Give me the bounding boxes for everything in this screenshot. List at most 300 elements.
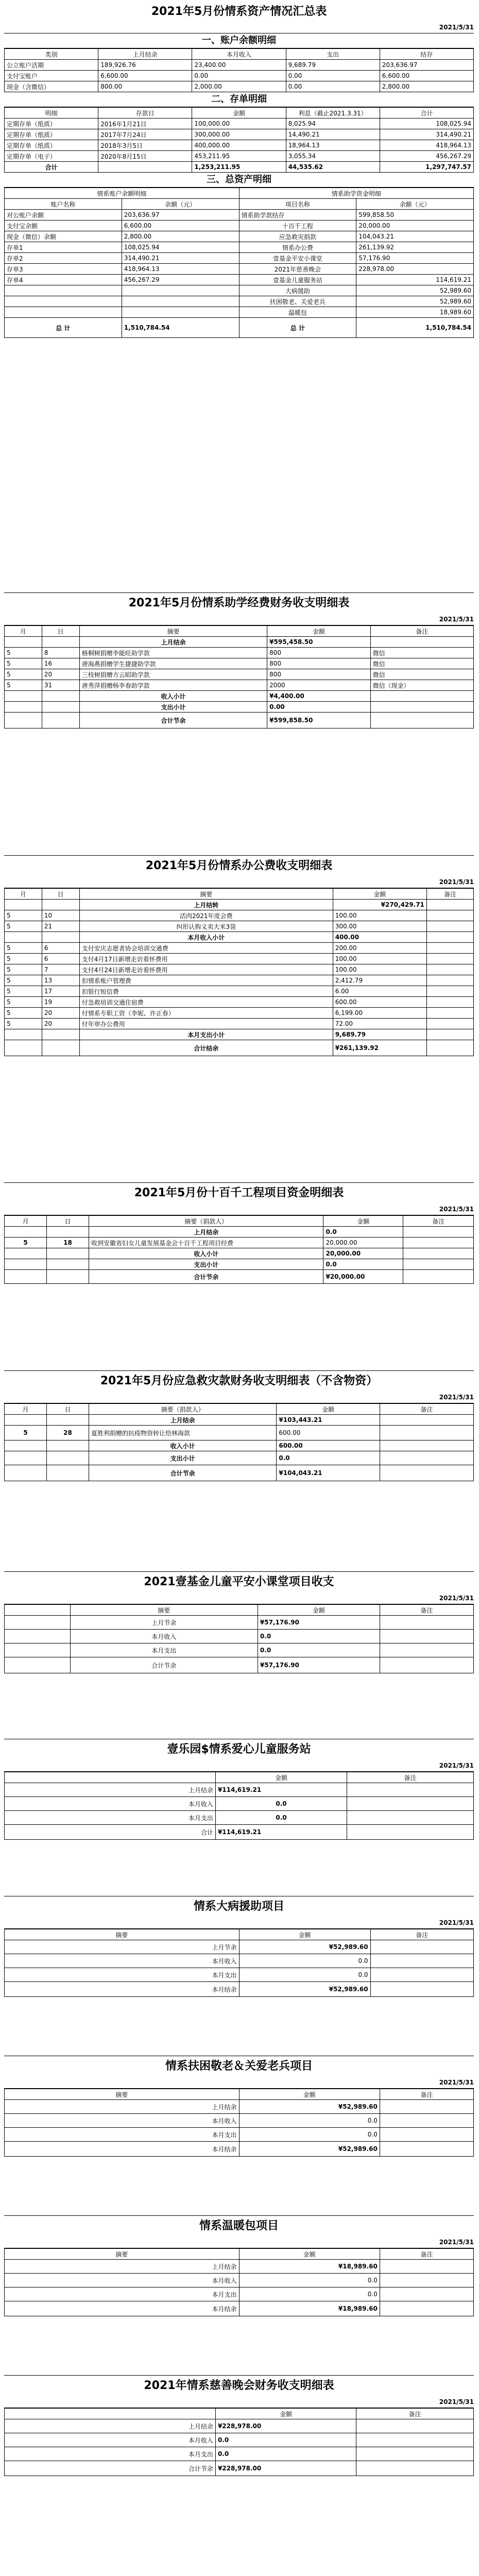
table-cell: 上月节余 — [5, 1940, 239, 1954]
table-row — [5, 231, 474, 242]
header-cell: 利息（截止2021.3.31） — [286, 108, 380, 118]
table-cell: 纠形认购义卖大米3袋 — [79, 921, 333, 932]
prev-balance-value: ¥270,429.71 — [333, 900, 426, 910]
table-cell: 300,000.00 — [192, 129, 286, 140]
header-cell: 摘要 — [70, 1605, 258, 1616]
table-cell: 6,600.00 — [380, 71, 473, 81]
table-cell: 情系办公费 — [239, 242, 356, 253]
table-cell: 314,490.21 — [380, 129, 473, 140]
table-total-row — [5, 1040, 474, 1056]
table-cell: 52,989.60 — [356, 296, 474, 307]
table-cell: 扣情系账户管理费 — [79, 975, 333, 986]
table-cell: 壹基金平安小课堂 — [239, 253, 356, 264]
table-cell: 6,600.00 — [98, 71, 192, 81]
table-cell: 0.0 — [239, 2114, 380, 2128]
table-cell — [426, 997, 473, 1008]
header-cell: 金额 — [323, 1216, 403, 1227]
table-cell: 100.00 — [333, 964, 426, 975]
table-cell: 7 — [42, 964, 79, 975]
total-label: 本月结余 — [5, 2142, 239, 2157]
table-row — [5, 242, 474, 253]
table-cell — [426, 975, 473, 986]
table-total-row — [5, 1657, 474, 1673]
table-cell: 本月支出 — [5, 1811, 216, 1825]
table-row — [5, 1451, 474, 1465]
header-cell: 明细 — [5, 108, 98, 118]
table-cell: 0.0 — [239, 2287, 380, 2301]
header-cell: 月 — [5, 889, 42, 900]
table-cell: 5 — [5, 658, 42, 669]
table-cell: 上月结余 — [5, 2419, 216, 2433]
table-row — [5, 118, 474, 129]
table-cell: 5 — [5, 986, 42, 997]
table-cell: 支付4月24日新增走访看怀费用 — [79, 964, 333, 975]
table-cell: 十百千工程 — [239, 221, 356, 231]
header-cell: 备注 — [356, 2409, 474, 2419]
total-value: ¥114,619.21 — [215, 1825, 347, 1840]
table-cell: 0.0 — [258, 1643, 380, 1657]
table-cell: 600.00 — [277, 1426, 380, 1440]
table-cell: 存单3 — [5, 264, 122, 275]
table-row — [5, 1248, 474, 1259]
header-cell: 月 — [5, 1216, 47, 1227]
table-row — [5, 2114, 474, 2128]
warm-pack-report — [4, 2215, 474, 2316]
deposit-table — [4, 107, 474, 173]
table-cell: 2020年8月15日 — [98, 151, 192, 162]
header-cell: 金额 — [215, 2409, 356, 2419]
table-cell: 本月收入 — [70, 1630, 258, 1643]
office-date: 2021/5/31 — [4, 876, 474, 888]
header-cell: 余额（元） — [122, 199, 239, 210]
table-cell: 10 — [42, 910, 79, 921]
table-cell: 189,926.76 — [98, 60, 192, 71]
table-cell: ¥57,176.90 — [258, 1616, 380, 1630]
total-value: ¥104,043.21 — [277, 1465, 380, 1481]
veterans-table — [4, 2089, 474, 2157]
ten-hundred-date: 2021/5/31 — [4, 1204, 474, 1215]
table-cell: 上月结余 — [5, 1783, 216, 1797]
table-cell: 800.00 — [98, 81, 192, 92]
table-row — [5, 129, 474, 140]
header-cell: 账户名称 — [5, 199, 122, 210]
table-cell: 5 — [5, 975, 42, 986]
table-row — [5, 81, 474, 92]
table-row — [5, 1616, 474, 1630]
summary-title: 2021年5月份情系资产情况汇总表 — [151, 5, 327, 18]
header-cell: 支出 — [286, 49, 380, 60]
table-cell: ¥52,989.60 — [239, 2100, 380, 2114]
header-cell: 结存 — [380, 49, 473, 60]
header-cell: 月 — [5, 626, 42, 637]
emergency-date: 2021/5/31 — [4, 1392, 474, 1403]
total-label: 合计结余 — [79, 1040, 333, 1056]
table-cell: 203,636.97 — [122, 210, 239, 221]
table-row — [5, 954, 474, 964]
veterans-date: 2021/5/31 — [4, 2077, 474, 2089]
income-subtotal-value: ¥4,400.00 — [267, 691, 370, 702]
table-header-row — [5, 1772, 474, 1783]
table-cell — [122, 285, 239, 296]
veterans-report — [4, 2056, 474, 2157]
ten-hundred-table — [4, 1215, 474, 1284]
table-row — [5, 71, 474, 81]
table-cell: 2,800.00 — [122, 231, 239, 242]
table-header-row — [5, 1404, 474, 1415]
account-balance-table — [4, 48, 474, 92]
table-row — [5, 264, 474, 275]
table-cell: 20 — [42, 1019, 79, 1029]
table-header-row — [5, 1605, 474, 1616]
table-cell: 18 — [46, 1238, 89, 1248]
table-row — [5, 637, 474, 648]
table-cell: 100.00 — [333, 910, 426, 921]
expense-subtotal-label: 支出小计 — [89, 1451, 276, 1465]
table-cell: 本月收入 — [5, 2274, 239, 2287]
table-row — [5, 2100, 474, 2114]
header-cell: 摘要 — [5, 2249, 239, 2260]
table-cell: 2,800.00 — [380, 81, 473, 92]
table-header-row — [5, 108, 474, 118]
table-total-row — [5, 2461, 474, 2476]
table-row — [5, 275, 474, 285]
header-cell — [5, 1605, 71, 1616]
table-cell: 5 — [5, 1426, 47, 1440]
station-date: 2021/5/31 — [4, 1760, 474, 1772]
table-cell: 2021年慈善晚会 — [239, 264, 356, 275]
table-cell: 现金（微信）余额 — [5, 231, 122, 242]
table-cell: 114,619.21 — [356, 275, 474, 285]
income-subtotal-label: 收入小计 — [79, 691, 267, 702]
table-row — [5, 285, 474, 296]
table-cell: 0.0 — [239, 1968, 370, 1982]
table-cell: 72.00 — [333, 1019, 426, 1029]
header-cell: 情系账户余额明细 — [5, 188, 239, 199]
table-cell: 418,964.13 — [380, 140, 473, 151]
table-row — [5, 1259, 474, 1270]
gala-report — [4, 2375, 474, 2476]
warm-pack-title: 情系温暖包项目 — [199, 2219, 279, 2232]
header-cell: 摘要（捐款人） — [89, 1404, 276, 1415]
table-cell: ¥52,989.60 — [239, 1940, 370, 1954]
header-cell: 摘要 — [5, 1929, 239, 1940]
header-cell: 备注 — [380, 1404, 473, 1415]
table-cell: 存单1 — [5, 242, 122, 253]
table-cell: 23,400.00 — [192, 60, 286, 71]
table-row — [5, 1954, 474, 1968]
illness-date: 2021/5/31 — [4, 1917, 474, 1929]
table-cell: 0.0 — [215, 1811, 347, 1825]
table-cell: 3,055.34 — [286, 151, 380, 162]
table-cell: 44,535.62 — [286, 162, 380, 173]
scholarship-table — [4, 625, 474, 728]
table-cell: 2018年3月5日 — [98, 140, 192, 151]
table-cell: 31 — [42, 680, 79, 691]
table-cell: 大病援助 — [239, 285, 356, 296]
table-cell — [426, 1019, 473, 1029]
table-cell — [426, 1008, 473, 1019]
station-report — [4, 1739, 474, 1840]
table-cell: 2,412.79 — [333, 975, 426, 986]
table-cell: 16 — [42, 658, 79, 669]
table-cell: 对公账户余额 — [5, 210, 122, 221]
table-cell: 599,858.50 — [356, 210, 474, 221]
table-cell: 本月支出 — [5, 2128, 239, 2142]
table-cell: 8 — [42, 648, 79, 658]
total-label: 总 计 — [239, 318, 356, 338]
table-row — [5, 1968, 474, 1982]
table-cell: 5 — [5, 964, 42, 975]
table-cell: 2016年1月21日 — [98, 118, 192, 129]
table-row — [5, 151, 474, 162]
table-row — [5, 921, 474, 932]
table-cell: 定期存单（纸质） — [5, 129, 98, 140]
header-cell: 金额 — [239, 2089, 380, 2100]
header-cell: 备注 — [370, 626, 473, 637]
table-cell: 57,176.90 — [356, 253, 474, 264]
header-cell: 金额 — [333, 889, 426, 900]
prev-balance-label: 上月结转 — [79, 900, 333, 910]
total-label: 总 计 — [5, 318, 122, 338]
scholarship-date: 2021/5/31 — [4, 614, 474, 625]
total-label: 合计节余 — [70, 1657, 258, 1673]
header-cell — [5, 2409, 216, 2419]
table-cell: 现金（含微信） — [5, 81, 98, 92]
table-cell: 本月支出 — [5, 1968, 239, 1982]
table-row — [5, 1415, 474, 1426]
safe-class-table — [4, 1604, 474, 1673]
table-cell: 本月收入 — [5, 2433, 216, 2447]
table-cell: 28 — [46, 1426, 89, 1440]
illness-title: 情系大病援助项目 — [193, 1900, 284, 1913]
table-total-row — [5, 162, 474, 173]
income-subtotal-label: 本月收入小计 — [79, 932, 333, 943]
expense-subtotal-label: 本月支出小计 — [79, 1029, 333, 1040]
warm-pack-date: 2021/5/31 — [4, 2236, 474, 2248]
header-cell: 摘要（捐款人） — [89, 1216, 323, 1227]
table-cell: 261,139.92 — [356, 242, 474, 253]
prev-balance-value: 0.0 — [323, 1227, 403, 1238]
table-cell: 400,000.00 — [192, 140, 286, 151]
table-header-row — [5, 2409, 474, 2419]
header-cell: 情系助学资金明细 — [239, 188, 474, 199]
table-total-row — [5, 318, 474, 338]
table-cell — [426, 943, 473, 954]
table-cell: 支付4月17日新增走访看怀费用 — [79, 954, 333, 964]
table-cell: 存单2 — [5, 253, 122, 264]
total-label: 合计 — [5, 162, 98, 173]
station-title: 壹乐园$情系爱心儿童服务站 — [167, 1743, 311, 1756]
table-cell: 6,199.00 — [333, 1008, 426, 1019]
table-header-row — [5, 1216, 474, 1227]
total-value: ¥18,989.60 — [239, 2301, 380, 2316]
table-cell: 支付宝余额 — [5, 221, 122, 231]
table-cell: ¥18,989.60 — [239, 2260, 380, 2274]
ten-hundred-report — [4, 1182, 474, 1284]
expense-subtotal-label: 支出小计 — [89, 1259, 323, 1270]
header-cell: 金额 — [267, 626, 370, 637]
table-cell: 108,025.94 — [122, 242, 239, 253]
expense-subtotal-value: 0.0 — [277, 1451, 380, 1465]
table-cell: 314,490.21 — [122, 253, 239, 264]
total-value: ¥57,176.90 — [258, 1657, 380, 1673]
table-cell: 微信 — [370, 669, 473, 680]
table-row — [5, 2287, 474, 2301]
prev-balance-label: 上月结余 — [79, 637, 267, 648]
table-cell: 情系助学款结存 — [239, 210, 356, 221]
header-cell: 日 — [46, 1404, 89, 1415]
table-cell: 5 — [5, 943, 42, 954]
table-header-row — [5, 626, 474, 637]
table-cell: 9,689.79 — [286, 60, 380, 71]
table-cell: 6,600.00 — [122, 221, 239, 231]
table-cell: 21 — [42, 921, 79, 932]
table-cell — [5, 296, 122, 307]
total-label: 本月结余 — [5, 2301, 239, 2316]
table-cell: 200.00 — [333, 943, 426, 954]
gala-title: 2021年情系慈善晚会财务收支明细表 — [144, 2379, 334, 2392]
table-cell: 付年审办公费用 — [79, 1019, 333, 1029]
table-cell — [426, 964, 473, 975]
table-cell: 壹基金儿童服务站 — [239, 275, 356, 285]
emergency-table — [4, 1403, 474, 1481]
table-cell: 本月收入 — [5, 2114, 239, 2128]
table-cell — [122, 307, 239, 318]
table-cell: 453,211.95 — [192, 151, 286, 162]
total-value: ¥599,858.50 — [267, 713, 370, 728]
office-table — [4, 888, 474, 1056]
table-cell: ¥228,978.00 — [215, 2419, 356, 2433]
header-cell: 金额 — [258, 1605, 380, 1616]
illness-table — [4, 1929, 474, 1997]
expense-subtotal-value: 9,689.79 — [333, 1029, 426, 1040]
table-total-row — [5, 2142, 474, 2157]
table-cell: 1,253,211.95 — [192, 162, 286, 173]
header-cell: 上月结余 — [98, 49, 192, 60]
table-cell: 5 — [5, 954, 42, 964]
table-row — [5, 1008, 474, 1019]
table-cell — [426, 954, 473, 964]
table-cell: 18,964.13 — [286, 140, 380, 151]
table-cell: 0.0 — [215, 1797, 347, 1811]
table-total-row — [5, 1825, 474, 1840]
header-cell: 备注 — [380, 2089, 473, 2100]
table-cell: 5 — [5, 1008, 42, 1019]
table-cell: 17 — [42, 986, 79, 997]
income-subtotal-label: 收入小计 — [89, 1248, 323, 1259]
table-header-row — [5, 49, 474, 60]
table-total-row — [5, 1465, 474, 1481]
table-cell: 0.00 — [286, 81, 380, 92]
header-cell: 日 — [42, 889, 79, 900]
table-cell: 13 — [42, 975, 79, 986]
table-cell: 5 — [5, 1019, 42, 1029]
table-cell: 0.0 — [215, 2433, 356, 2447]
table-cell: 定期存单（电子） — [5, 151, 98, 162]
table-cell: 1,510,784.54 — [122, 318, 239, 338]
table-cell: 唐海燕捐赠学生捷捷助学款 — [79, 658, 267, 669]
header-cell: 备注 — [426, 889, 473, 900]
table-cell: 20 — [42, 669, 79, 680]
ten-hundred-title: 2021年5月份十百千工程项目资金明细表 — [134, 1187, 344, 1199]
table-cell: 5 — [5, 648, 42, 658]
table-cell: 456,267.29 — [380, 151, 473, 162]
total-value: ¥20,000.00 — [323, 1270, 403, 1284]
table-cell: 6 — [42, 943, 79, 954]
table-cell: 18,989.60 — [356, 307, 474, 318]
station-table — [4, 1772, 474, 1840]
table-cell: 微信 — [370, 648, 473, 658]
total-value: ¥261,139.92 — [333, 1040, 426, 1056]
table-row — [5, 1440, 474, 1451]
table-row — [5, 2433, 474, 2447]
table-header-row — [5, 199, 474, 210]
emergency-title: 2021年5月份应急救灾款财务收支明细表（不含物资） — [100, 1375, 378, 1387]
total-label: 合计节余 — [89, 1465, 276, 1481]
header-cell: 金额 — [239, 1929, 370, 1940]
header-cell: 类别 — [5, 49, 98, 60]
table-cell: 5 — [5, 910, 42, 921]
table-cell: 100,000.00 — [192, 118, 286, 129]
expense-subtotal-value: 0.0 — [323, 1259, 403, 1270]
table-cell: 微信 — [370, 658, 473, 669]
table-cell: 800 — [267, 658, 370, 669]
table-cell: 唐秀萍捐赠杨李春助学款 — [79, 680, 267, 691]
table-cell: 0.0 — [239, 2274, 380, 2287]
header-cell: 摘要 — [79, 889, 333, 900]
total-assets-table — [4, 188, 474, 338]
table-cell: 定期存单（纸质） — [5, 140, 98, 151]
section-total-assets: 三、总资产明细 — [4, 173, 474, 188]
gala-table — [4, 2408, 474, 2476]
table-cell: 20 — [42, 1008, 79, 1019]
table-row — [5, 691, 474, 702]
emergency-report — [4, 1370, 474, 1481]
header-cell: 日 — [42, 626, 79, 637]
table-cell: 418,964.13 — [122, 264, 239, 275]
table-cell: 付急救培训交通住宿费 — [79, 997, 333, 1008]
table-cell: 应急救灾捐款 — [239, 231, 356, 242]
table-cell: 三枝树捐赠方云昭助学款 — [79, 669, 267, 680]
table-cell: 5 — [5, 680, 42, 691]
header-cell: 金额 — [239, 2249, 380, 2260]
header-cell: 摘要 — [79, 626, 267, 637]
total-label: 合计节余 — [89, 1270, 323, 1284]
expense-subtotal-value: 0.00 — [267, 702, 370, 713]
table-cell: 公立账户活期 — [5, 60, 98, 71]
income-subtotal-value: 600.00 — [277, 1440, 380, 1451]
table-cell: 2000 — [267, 680, 370, 691]
table-total-row — [5, 713, 474, 728]
table-cell: 300.00 — [333, 921, 426, 932]
table-cell: 5 — [5, 1238, 47, 1248]
table-row — [5, 2128, 474, 2142]
table-row — [5, 1019, 474, 1029]
header-cell: 备注 — [380, 1605, 473, 1616]
income-subtotal-label: 收入小计 — [89, 1440, 276, 1451]
table-cell: 5 — [5, 921, 42, 932]
table-cell: 上月结余 — [5, 2260, 239, 2274]
table-cell: 5 — [5, 997, 42, 1008]
header-cell: 备注 — [380, 2249, 473, 2260]
table-row — [5, 680, 474, 691]
table-row — [5, 2274, 474, 2287]
table-row — [5, 900, 474, 910]
illness-report — [4, 1896, 474, 1997]
table-cell: 扶困敬老、关爱老兵 — [239, 296, 356, 307]
table-row — [5, 210, 474, 221]
table-cell: 800 — [267, 648, 370, 658]
